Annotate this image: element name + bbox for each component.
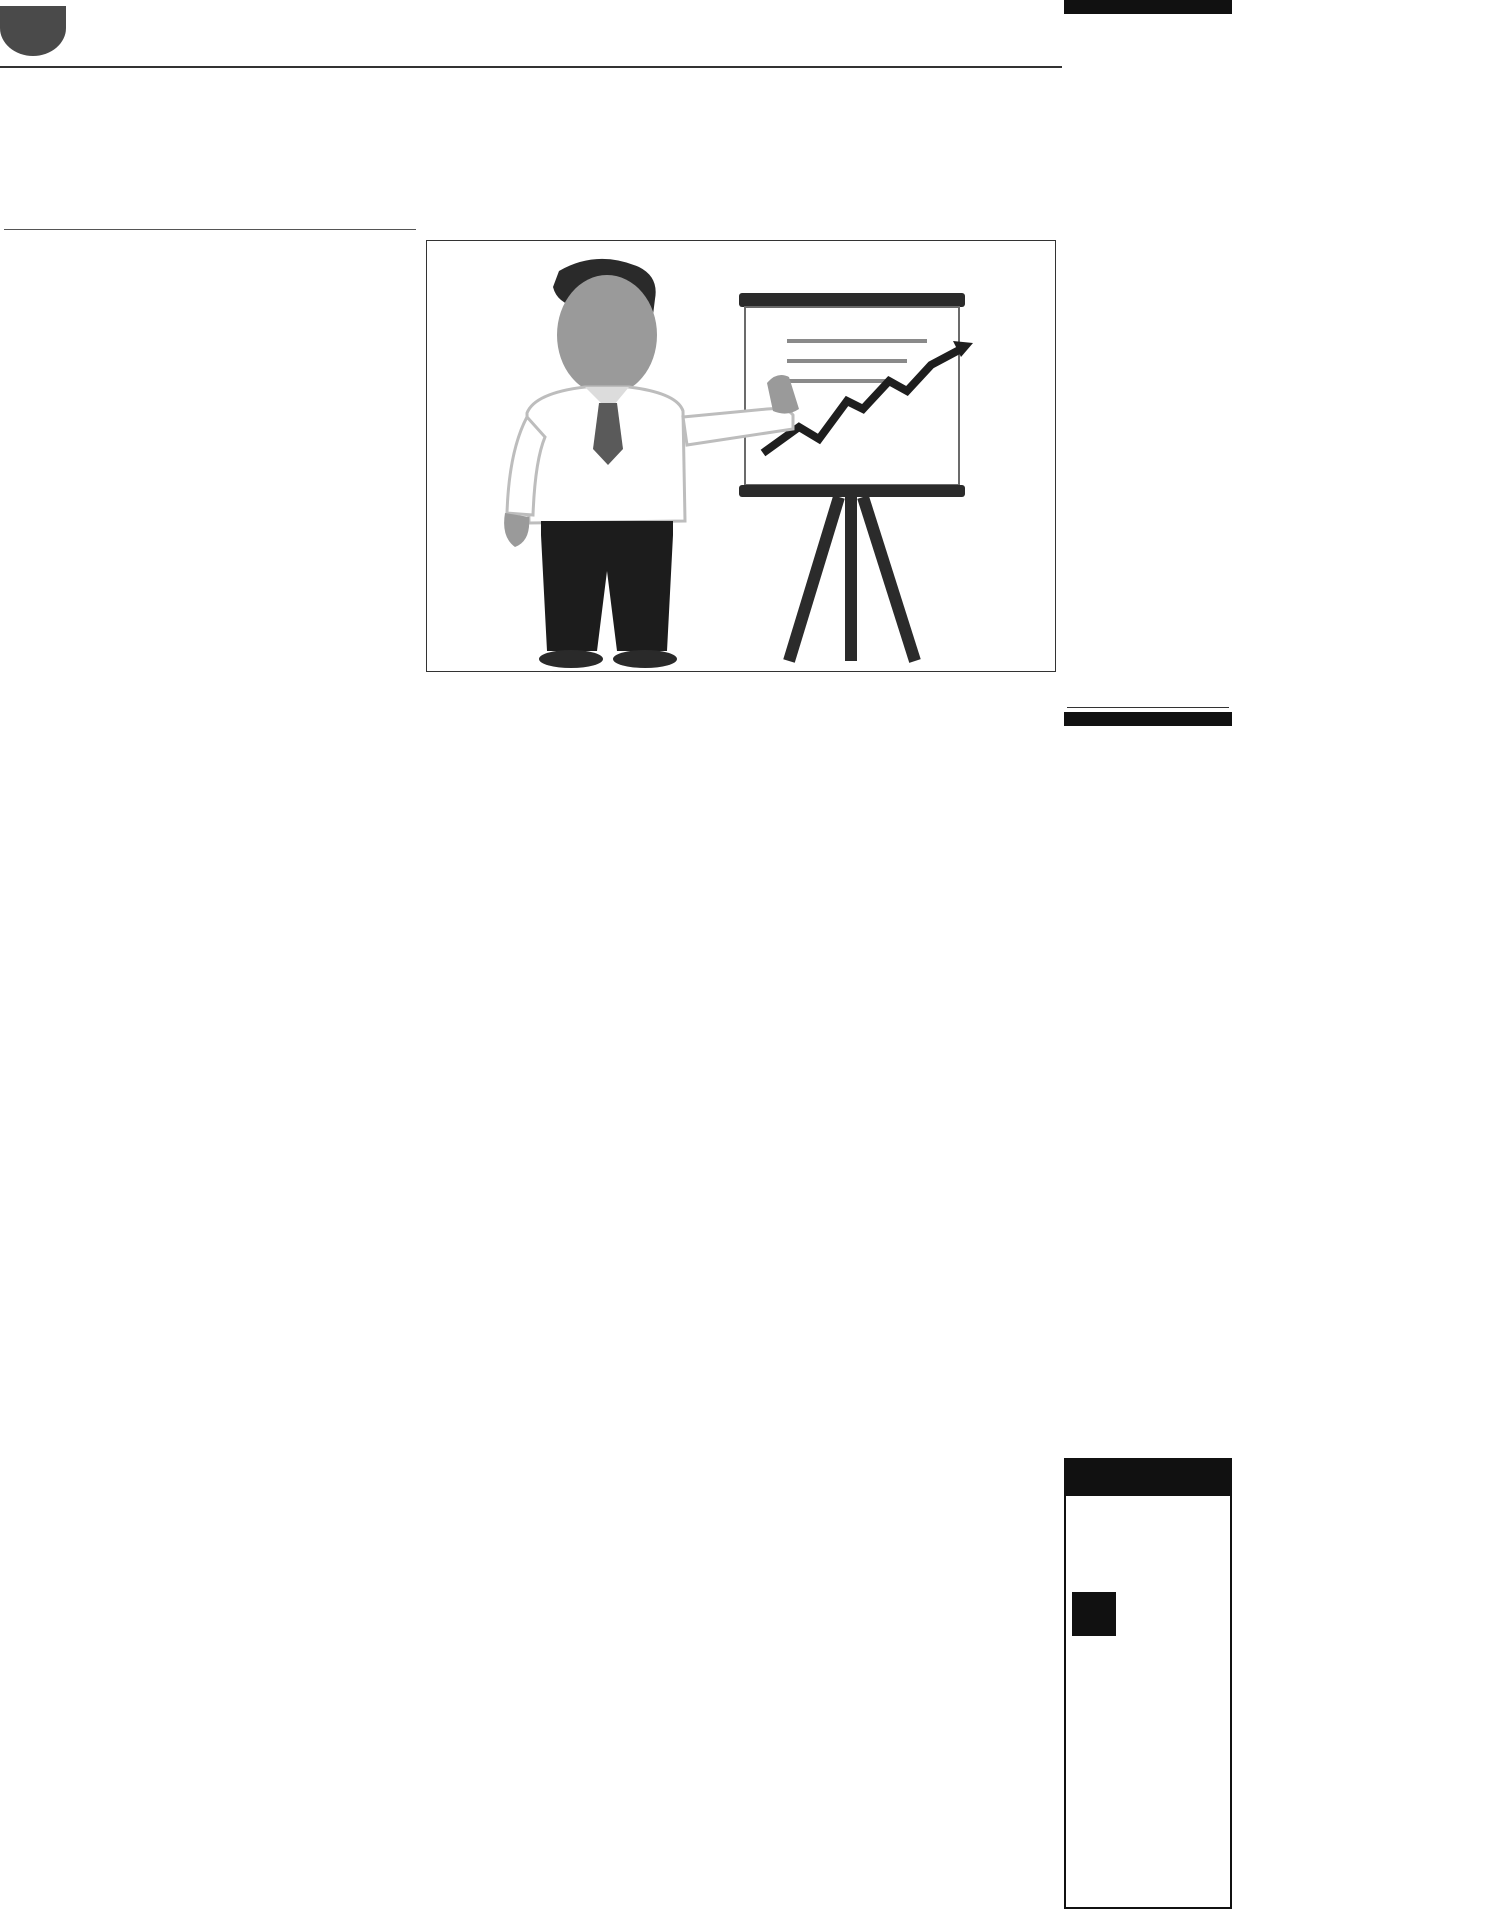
man-hand-left — [504, 513, 529, 547]
article-column-5 — [852, 730, 1056, 1909]
ad-title — [1066, 1460, 1230, 1496]
man-shoe — [613, 650, 677, 668]
article-column-3 — [427, 730, 617, 1909]
businessman-chart-illustration — [427, 241, 1057, 673]
man-shoe — [539, 650, 603, 668]
article-illustration — [426, 240, 1056, 672]
easel-leg — [789, 497, 839, 661]
cancellation-notices-list — [1067, 726, 1229, 1454]
article-column-2 — [212, 528, 402, 1909]
byline-rule — [4, 229, 416, 230]
header-rule — [0, 66, 1062, 68]
editor-line — [78, 47, 94, 62]
lost-notice-tag — [1064, 0, 1232, 14]
article-column-1 — [0, 530, 190, 1909]
page-badge-shape — [0, 6, 66, 56]
easel-leg — [863, 497, 915, 661]
man-trousers — [541, 535, 673, 651]
newspaper-header — [0, 0, 1062, 72]
board-bottom-bar — [739, 485, 965, 497]
registration-ad — [1064, 1458, 1232, 1909]
page-number-badge — [0, 6, 66, 56]
board-top-bar — [739, 293, 965, 307]
man-face — [557, 275, 657, 395]
ad-logo — [1072, 1592, 1116, 1636]
lost-notices-list — [1067, 14, 1229, 708]
article-intro — [25, 292, 381, 294]
article-column-4 — [639, 730, 829, 1909]
cancellation-notice-tag — [1064, 712, 1232, 726]
man-belt — [541, 521, 673, 535]
notices-rail — [1064, 0, 1232, 1909]
